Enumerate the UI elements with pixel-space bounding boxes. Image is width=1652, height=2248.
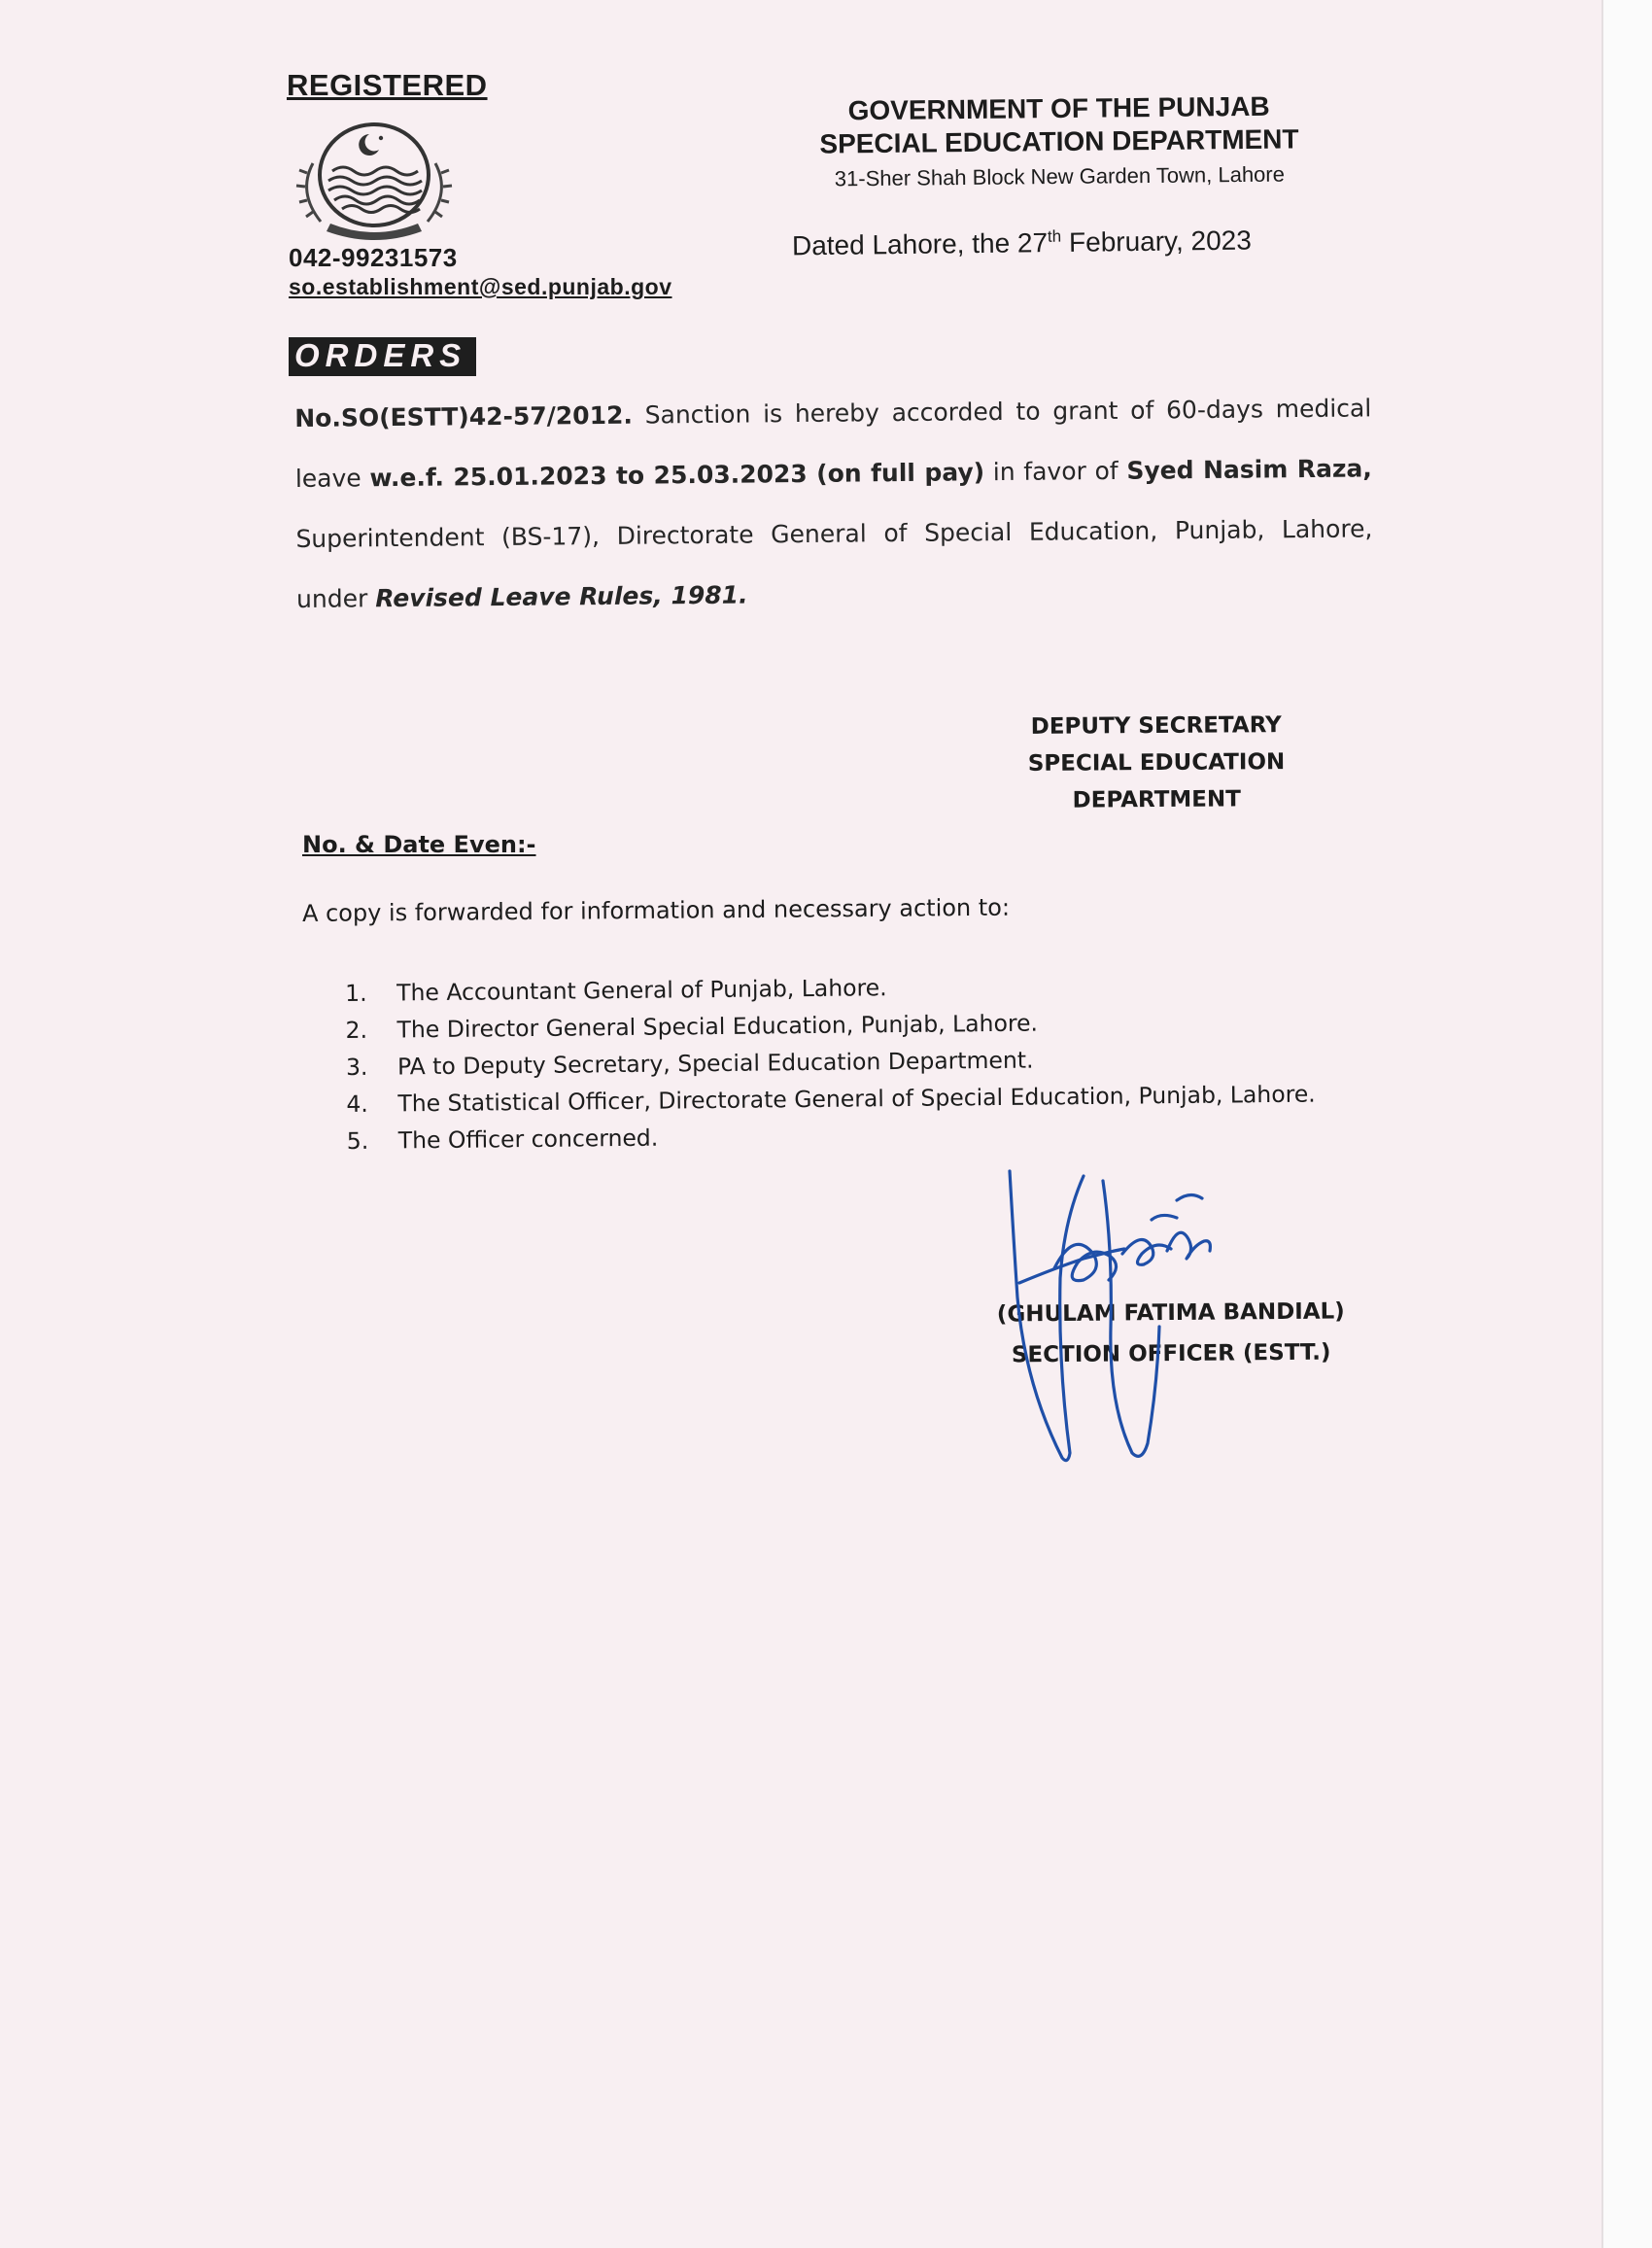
leave-rules: Revised Leave Rules, 1981.: [375, 580, 748, 613]
orders-heading: ORDERS: [289, 337, 476, 376]
copy-forwarded-line: A copy is forwarded for information and necessary action to:: [301, 893, 1011, 927]
order-text-3: Superintendent (BS-17), Directorate General of Special Education, Punjab, Lahore, under: [295, 514, 1373, 613]
number-date-even: No. & Date Even:-: [302, 831, 536, 858]
list-number: 5.: [346, 1126, 369, 1155]
department-title: SPECIAL EDUCATION DEPARTMENT: [819, 123, 1299, 159]
recipient-list: [345, 964, 1377, 1159]
order-body: [294, 378, 1373, 630]
letterhead-header: [738, 89, 1380, 195]
office-address: 31-Sher Shah Block New Garden Town, Lahore: [834, 161, 1286, 191]
list-number: 4.: [346, 1089, 368, 1118]
list-text: The Director General Special Education, Punjab, Lahore.: [396, 1009, 1039, 1044]
dated-superscript: th: [1047, 226, 1062, 246]
reference-number: No.SO(ESTT)42-57/2012.: [294, 400, 634, 432]
deputy-secretary-block: [981, 707, 1332, 820]
list-text: The Statistical Officer, Directorate General of Special Education, Punjab, Lahore.: [397, 1080, 1316, 1118]
registered-label: REGISTERED: [287, 68, 488, 102]
list-number: 2.: [345, 1016, 368, 1044]
list-number: 3.: [345, 1053, 368, 1081]
signatory-name: (GHULAM FATIMA BANDIAL): [996, 1298, 1345, 1328]
order-text-1: Sanction is hereby accorded to grant of 60-days medical leave: [294, 394, 1372, 493]
signatory-designation: SECTION OFFICER (ESTT.): [1011, 1339, 1331, 1368]
punjab-government-emblem-icon: [292, 115, 457, 241]
leave-period: w.e.f. 25.01.2023 to 25.03.2023 (on full pay): [369, 458, 985, 493]
dated-suffix: February, 2023: [1061, 225, 1253, 258]
list-text: The Accountant General of Punjab, Lahore.: [396, 974, 887, 1007]
list-number: 1.: [345, 979, 367, 1007]
order-text-2: in favor of: [983, 456, 1127, 487]
list-text: The Officer concerned.: [397, 1124, 659, 1155]
employee-name: Syed Nasim Raza,: [1126, 454, 1372, 485]
handwritten-signature: [996, 1161, 1239, 1472]
email-address: so.establishment@sed.punjab.gov: [289, 274, 672, 299]
deputy-line-3: DEPARTMENT: [1072, 786, 1241, 813]
deputy-line-1: DEPUTY SECRETARY: [1030, 712, 1282, 740]
dated-line: [792, 225, 1252, 261]
page-edge: [1601, 0, 1652, 2248]
list-text: PA to Deputy Secretary, Special Education Department.: [396, 1046, 1034, 1081]
dated-prefix: Dated Lahore, the 27: [791, 227, 1049, 261]
government-title: GOVERNMENT OF THE PUNJAB: [847, 90, 1270, 126]
phone-number: 042-99231573: [289, 243, 458, 272]
deputy-line-2: SPECIAL EDUCATION: [1027, 749, 1286, 777]
